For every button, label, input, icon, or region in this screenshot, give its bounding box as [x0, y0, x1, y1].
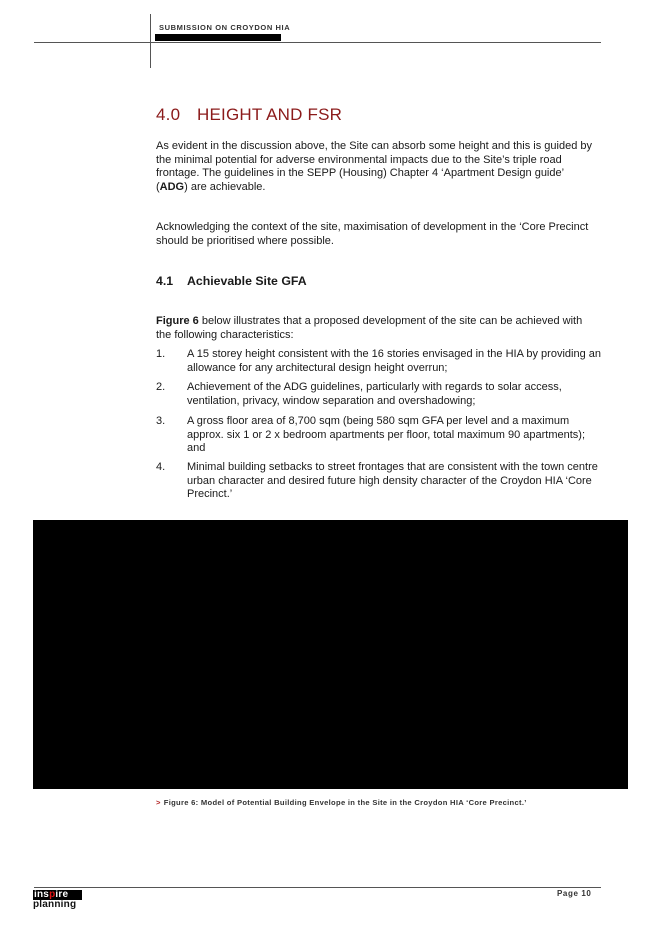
figure-reference: Figure 6 [156, 315, 199, 327]
figure-6-image [33, 520, 628, 789]
paragraph-core-precinct: Acknowledging the context of the site, maximisation of development in the ‘Core Precinct should be prioritised where possible. [156, 221, 589, 247]
page-number: Page 10 [557, 889, 592, 898]
list-number: 1. [156, 348, 166, 360]
logo-bottom: planning [33, 899, 77, 910]
list-number: 3. [156, 415, 166, 427]
header-vertical-rule [150, 14, 151, 68]
paragraph-text: As evident in the discussion above, the Site can absorb some height and this is guided by the minimal potential for adverse environmental impacts due to the Site’s triple road frontage. The guidelines in the SEPP (Housing) Chapter 4 ‘Apartment Design guide’ ( [156, 140, 592, 193]
caption-text: Figure 6: Model of Potential Building Envelope in the Site in the Croydon HIA ‘Core Precinct.’ [163, 798, 527, 807]
section-heading [156, 105, 342, 125]
list-text: Minimal building setbacks to street frontages that are consistent with the town centre urban character and desired future high density character of the Croydon HIA ‘Core Precinct.’ [187, 461, 598, 500]
header-rule [34, 42, 601, 43]
subsection-number: 4.1 [156, 274, 174, 288]
logo-text-accent: p [49, 889, 56, 900]
list-number: 2. [156, 381, 166, 393]
paragraph-text: ) are achievable. [184, 180, 266, 193]
footer-rule [34, 887, 601, 888]
subsection-title: Achievable Site GFA [187, 274, 307, 288]
subsection-heading [156, 274, 307, 288]
section-number: 4.0 [156, 105, 181, 124]
header-bar [155, 34, 281, 41]
caption-marker: > [156, 798, 161, 807]
list-text: Achievement of the ADG guidelines, particularly with regards to solar access, ventilation, privacy, window separation and overshadowing; [187, 381, 562, 407]
logo-text: ire [55, 889, 69, 900]
paragraph-height-absorb [156, 140, 596, 194]
section-title: HEIGHT AND FSR [197, 105, 343, 124]
inspire-planning-logo [33, 890, 83, 910]
figure-caption [156, 798, 527, 807]
adg-abbrev: ADG [159, 180, 185, 193]
list-number: 4. [156, 461, 166, 473]
header-title: SUBMISSION ON CROYDON HIA [159, 23, 291, 32]
list-text: A 15 storey height consistent with the 16 stories envisaged in the HIA by providing an allowance for any architectural design height overrun; [187, 348, 601, 374]
logo-text: ins [34, 889, 50, 900]
paragraph-figure-intro [156, 315, 596, 342]
paragraph-text: below illustrates that a proposed development of the site can be achieved with the following characteristics: [156, 315, 583, 341]
list-text: A gross floor area of 8,700 sqm (being 580 sqm GFA per level and a maximum approx. six 1 or 2 x bedroom apartments per floor, total maximum 90 apartments); and [187, 415, 586, 454]
